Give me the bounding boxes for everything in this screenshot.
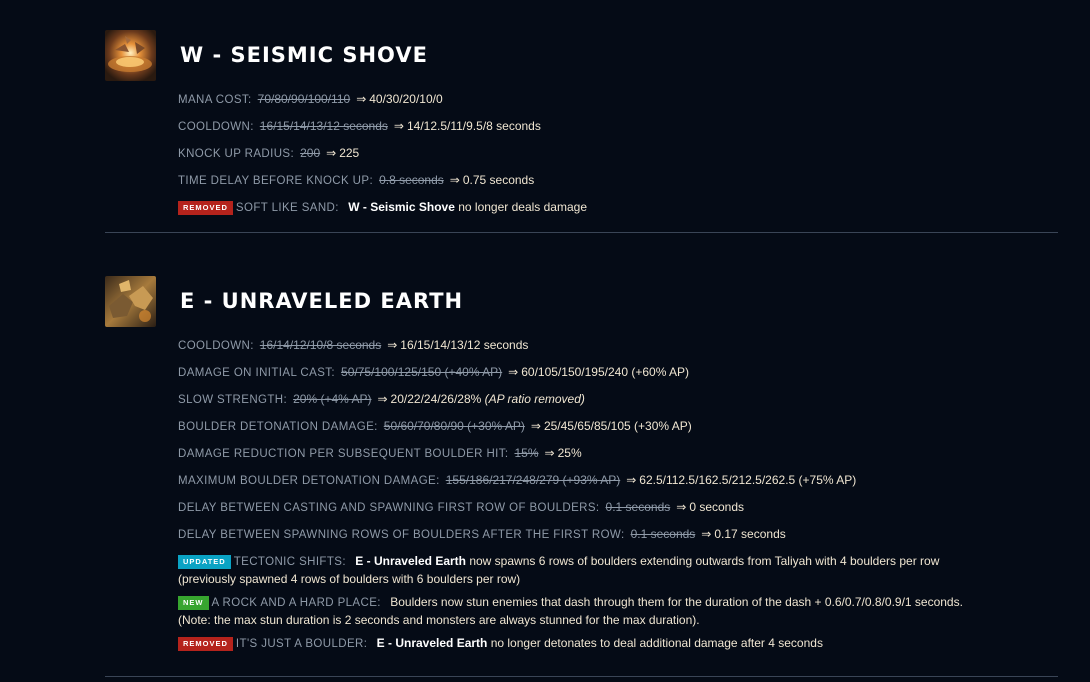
change-list-e bbox=[178, 337, 1038, 653]
old-value: 70/80/90/100/110 bbox=[257, 92, 351, 106]
arrow-icon: ⇒ bbox=[508, 365, 519, 379]
stat-label: BOULDER DETONATION DAMAGE: bbox=[178, 421, 378, 433]
removed-badge: REMOVED bbox=[178, 637, 233, 651]
new-value: 20/22/24/26/28% bbox=[390, 392, 482, 406]
change-label: IT'S JUST A BOULDER: bbox=[235, 638, 368, 650]
change-text: no longer deals damage bbox=[454, 200, 587, 214]
seismic-shove-icon bbox=[105, 30, 156, 81]
new-value: 0 seconds bbox=[689, 500, 745, 514]
stat-label: DELAY BETWEEN SPAWNING ROWS OF BOULDERS AFTER THE FIRST ROW: bbox=[178, 529, 625, 541]
arrow-icon: ⇒ bbox=[544, 446, 555, 460]
old-value: 200 bbox=[300, 146, 321, 160]
change-text: Boulders now stun enemies that dash through them for the duration of the dash + 0.6/0.7/0.8/0.9/1 seconds. (Note: the max stun duration is 2 seconds and monsters are always stunned for the max duration). bbox=[178, 595, 963, 627]
new-value: 40/30/20/10/0 bbox=[369, 92, 443, 106]
arrow-icon: ⇒ bbox=[676, 500, 687, 514]
stat-label: DELAY BETWEEN CASTING AND SPAWNING FIRST ROW OF BOULDERS: bbox=[178, 502, 600, 514]
change-row bbox=[178, 499, 1038, 517]
new-value: 0.17 seconds bbox=[714, 527, 786, 541]
arrow-icon: ⇒ bbox=[449, 173, 460, 187]
new-row bbox=[178, 594, 968, 629]
arrow-icon: ⇒ bbox=[701, 527, 712, 541]
change-row bbox=[178, 337, 1038, 355]
old-value: 50/75/100/125/150 (+40% AP) bbox=[341, 365, 503, 379]
change-row bbox=[178, 172, 1038, 190]
arrow-icon: ⇒ bbox=[326, 146, 337, 160]
old-value: 0.8 seconds bbox=[379, 173, 444, 187]
change-label: TECTONIC SHIFTS: bbox=[233, 556, 346, 568]
removed-badge: REMOVED bbox=[178, 201, 233, 215]
change-list-w bbox=[178, 91, 1038, 217]
stat-label: KNOCK UP RADIUS: bbox=[178, 148, 295, 160]
ability-name: E - Unraveled Earth bbox=[355, 554, 466, 568]
change-text: now spawns 6 rows of boulders extending outwards from Taliyah with 4 boulders per row (previously spawned 4 rows of boulders with 6 boulders per row) bbox=[178, 554, 940, 586]
section-divider bbox=[105, 676, 1058, 677]
new-value: 14/12.5/11/9.5/8 seconds bbox=[406, 119, 541, 133]
ability-name: E - Unraveled Earth bbox=[376, 636, 488, 650]
change-row bbox=[178, 526, 1038, 544]
change-text: no longer detonates to deal additional damage after 4 seconds bbox=[487, 636, 823, 650]
stat-label: DAMAGE REDUCTION PER SUBSEQUENT BOULDER HIT: bbox=[178, 448, 509, 460]
new-value: 25/45/65/85/105 (+30% AP) bbox=[543, 419, 692, 433]
change-row bbox=[178, 118, 1038, 136]
old-value: 16/15/14/13/12 seconds bbox=[259, 119, 388, 133]
old-value: 50/60/70/80/90 (+30% AP) bbox=[383, 419, 525, 433]
arrow-icon: ⇒ bbox=[393, 119, 404, 133]
stat-label: TIME DELAY BEFORE KNOCK UP: bbox=[178, 175, 374, 187]
updated-row bbox=[178, 553, 968, 588]
old-value: 20% (+4% AP) bbox=[293, 392, 372, 406]
ability-title-w: W - SEISMIC SHOVE bbox=[180, 43, 428, 67]
change-row bbox=[178, 391, 1038, 409]
change-label: SOFT LIKE SAND: bbox=[235, 202, 339, 214]
old-value: 15% bbox=[514, 446, 539, 460]
old-value: 0.1 seconds bbox=[630, 527, 696, 541]
change-row bbox=[178, 418, 1038, 436]
new-value: 25% bbox=[557, 446, 582, 460]
ability-header-e bbox=[105, 276, 1058, 328]
new-value: 0.75 seconds bbox=[462, 173, 535, 187]
updated-badge: UPDATED bbox=[178, 555, 231, 569]
new-value: 16/15/14/13/12 seconds bbox=[400, 338, 529, 352]
change-note: (AP ratio removed) bbox=[484, 392, 585, 406]
stat-label: DAMAGE ON INITIAL CAST: bbox=[178, 367, 336, 379]
old-value: 155/186/217/248/279 (+93% AP) bbox=[445, 473, 621, 487]
change-row bbox=[178, 91, 1038, 109]
arrow-icon: ⇒ bbox=[530, 419, 541, 433]
ability-section-e bbox=[105, 276, 1058, 650]
stat-label: SLOW STRENGTH: bbox=[178, 394, 288, 406]
old-value: 16/14/12/10/8 seconds bbox=[259, 338, 382, 352]
ability-section-w bbox=[105, 30, 1058, 214]
ability-title-e: E - UNRAVELED EARTH bbox=[180, 289, 464, 313]
ability-header-w bbox=[105, 30, 1058, 82]
ability-name: W - Seismic Shove bbox=[348, 200, 455, 214]
unraveled-earth-icon bbox=[105, 276, 156, 327]
section-divider bbox=[105, 232, 1058, 233]
new-value: 225 bbox=[339, 146, 360, 160]
stat-label: COOLDOWN: bbox=[178, 340, 254, 352]
new-value: 60/105/150/195/240 (+60% AP) bbox=[521, 365, 690, 379]
new-value: 62.5/112.5/162.5/212.5/262.5 (+75% AP) bbox=[639, 473, 857, 487]
change-label: A ROCK AND A HARD PLACE: bbox=[211, 597, 381, 609]
removed-row bbox=[178, 199, 1038, 217]
stat-label: MAXIMUM BOULDER DETONATION DAMAGE: bbox=[178, 475, 440, 487]
change-row bbox=[178, 472, 1038, 490]
arrow-icon: ⇒ bbox=[626, 473, 637, 487]
stat-label: COOLDOWN: bbox=[178, 121, 254, 133]
removed-row bbox=[178, 635, 1038, 653]
change-row bbox=[178, 445, 1038, 463]
new-badge: NEW bbox=[178, 596, 209, 610]
arrow-icon: ⇒ bbox=[387, 338, 398, 352]
old-value: 0.1 seconds bbox=[605, 500, 671, 514]
arrow-icon: ⇒ bbox=[356, 92, 367, 106]
arrow-icon: ⇒ bbox=[377, 392, 388, 406]
change-row bbox=[178, 145, 1038, 163]
change-row bbox=[178, 364, 1038, 382]
stat-label: MANA COST: bbox=[178, 94, 252, 106]
